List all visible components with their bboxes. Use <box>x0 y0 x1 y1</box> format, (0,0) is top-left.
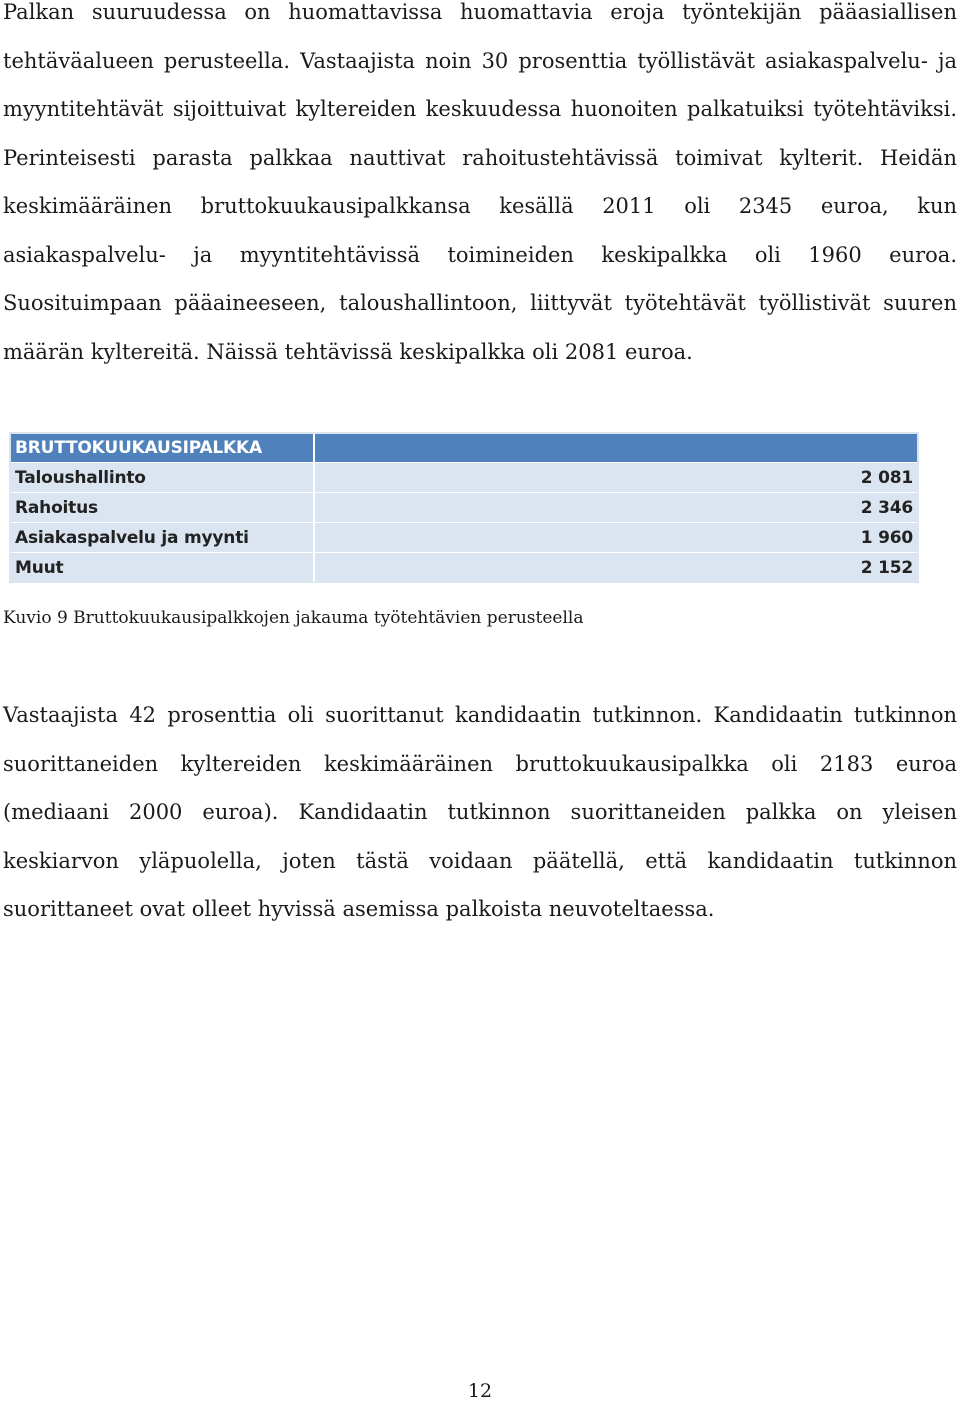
table-header-row <box>11 434 917 462</box>
table-row <box>11 552 917 582</box>
salary-table <box>9 432 919 583</box>
table-header-value <box>315 434 917 462</box>
table-row-value: 2 346 <box>860 498 913 518</box>
table-row-value: 1 960 <box>860 528 913 548</box>
page-number: 12 <box>467 1380 493 1402</box>
table-row-label: Taloushallinto <box>11 463 315 492</box>
figure-caption: Kuvio 9 Bruttokuukausipalkkojen jakauma työtehtävien perusteella <box>3 608 584 628</box>
table-header-label: BRUTTOKUUKAUSIPALKKA <box>11 434 315 462</box>
table-row-label: Asiakaspalvelu ja myynti <box>11 523 315 552</box>
table-row <box>11 492 917 522</box>
table-row-value: 2 152 <box>860 558 913 578</box>
table-row <box>11 462 917 492</box>
table-row-label: Muut <box>11 553 315 582</box>
body-paragraph-2: Vastaajista 42 prosenttia oli suorittanut kandidaatin tutkinnon. Kandidaatin tutkinnon suorittaneiden kyltereiden keskimääräinen bruttokuukausipalkka oli 2183 euroa (mediaani 2000 euroa). Kandidaatin tutkinnon suorittaneiden palkka on yleisen keskiarvon yläpuolella, joten tästä voidaan päätellä, että kandidaatin tutkinnon suorittaneet ovat olleet hyvissä asemissa palkoista neuvoteltaessa. <box>3 703 957 921</box>
table-row-label: Rahoitus <box>11 493 315 522</box>
table-row-value: 2 081 <box>860 468 913 488</box>
body-paragraph-1: Palkan suuruudessa on huomattavissa huomattavia eroja työntekijän pääasiallisen tehtäväalueen perusteella. Vastaajista noin 30 prosenttia työllistävät asiakaspalvelu- ja myyntitehtävät sijoittuivat kyltereiden keskuudessa huonoiten palkatuiksi työtehtäviksi. Perinteisesti parasta palkkaa nauttivat rahoitustehtävissä toimivat kylterit. Heidän keskimääräinen bruttokuukausipalkkansa kesällä 2011 oli 2345 euroa, kun asiakaspalvelu- ja myyntitehtävissä toimineiden keskipalkka oli 1960 euroa. Suosituimpaan pääaineeseen, taloushallintoon, liittyvät työtehtävät työllistivät suuren määrän kyltereitä. Näissä tehtävissä keskipalkka oli 2081 euroa. <box>3 0 957 364</box>
table-row <box>11 522 917 552</box>
